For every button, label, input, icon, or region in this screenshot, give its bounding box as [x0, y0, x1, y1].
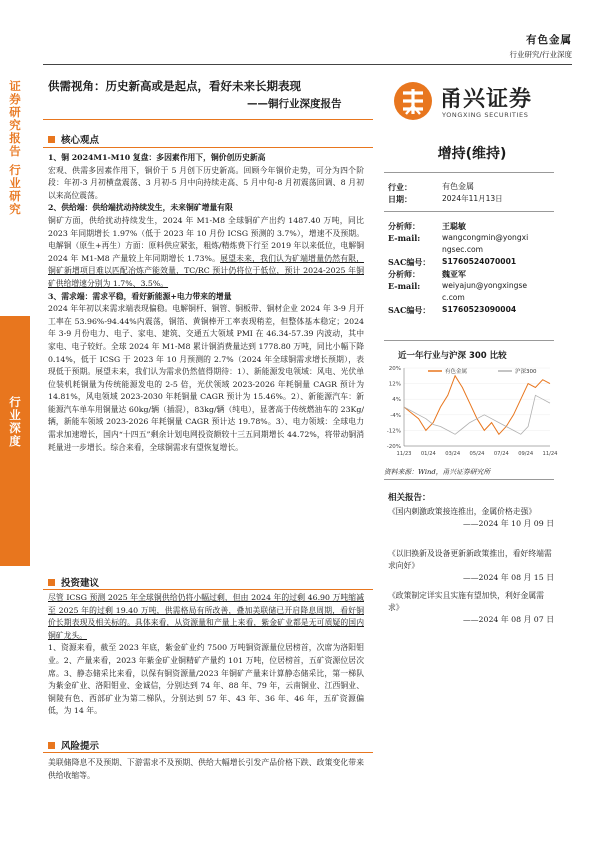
analyst2-name: 魏亚军: [442, 269, 466, 279]
company-logo: [392, 80, 552, 122]
logo-en-text: YONGXING SECURITIES: [442, 111, 529, 119]
analyst2-label: 分析师：: [388, 269, 420, 279]
risk-paragraph: 美联储降息不及预期、下游需求不及预期、供给大幅增长引发产品价格下跌、政策变化带来供给收缩等。: [48, 758, 364, 780]
related-item-title[interactable]: 《政策制定详实且实施有望加快，利好金属需求》: [388, 591, 544, 612]
invest-body: [48, 592, 364, 718]
invest-paragraph-1: 尽管 ICSG 预测 2025 年全球铜供给仍将小幅过剩，但由 2024 年的过剩 46.90 万吨缩减至 2025 年的过剩 19.40 万吨，供需格局有所改善，叠加美联储已开启降息周期，看好铜价长期表现及相关标的。具体来看，从资源量和产量上来看，紫金矿业都是无可质疑的国内铜矿龙头。: [48, 593, 364, 640]
analyst1-name: 王聪敏: [442, 221, 466, 231]
section-core-title: 核心观点: [61, 135, 100, 146]
section-invest-title: 投资建议: [61, 578, 100, 589]
sidebar-orange-band: [0, 316, 30, 566]
section-bullet-icon: [48, 742, 55, 749]
core-paragraph-3: 2024 年年初以来需求端表现偏稳。电解铜杆、铜管、铜板带、铜材企业 2024 年 3-9 月开工率在 53.96%-94.44%内震荡，铜箔、黄铜棒开工率表现稍差，但整体基本稳定；2024 年 3-9 月份电力、电子、家电、建筑、交通五大领域 PMI 在 46.34-57.39 内波动，其中家电、电子较好。全球 2024 年 M1-M8 累计铜消费量达到 1778.80 万吨，同比小幅下降 0.14%，低于 ICSG 于 2023 年 10 月预测的 2.7%（2024 年全球铜需求增长预期），表现低于预期。展望未来，我们认为需求仍然值得期待：1）、新能源发电领域：风电、光伏单位装机耗铜量为传统能源发电的 2-5 倍，光伏领域 2023-2026 年耗铜量 CAGR 预计为 14.81%，风电领域 2023-2030 年耗铜量 CAGR 预计为 15.46%。2）、新能源汽车：新能源汽车单车用铜量达 60kg/辆（插混），83kg/辆（纯电），显著高于传统燃油车的 23Kg/辆，新能车领域 2023-2026 年耗铜量 CAGR 预计达 19.78%。3）、电力领域：全球电力需求加速增长，国内“十四五”剩余计划电网投资额较十三五同期增长 44.72%，将带动铜消耗量进一步增长。综合来看，全球铜需求有望恢复增长。: [48, 304, 364, 452]
report-meta: [388, 181, 554, 205]
sidebar-char: 行: [9, 163, 21, 177]
analyst-info: [388, 220, 554, 316]
core-heading-1: 1、铜 2024M1-M10 复盘：多因素作用下，铜价创历史新高: [48, 153, 266, 162]
header-divider: [43, 64, 572, 65]
comparison-chart: [378, 362, 558, 462]
x-tick-label: 05/24: [469, 451, 485, 457]
section-invest-header: [48, 575, 99, 589]
sidebar-char: 究: [9, 118, 21, 132]
section-bullet-icon: [48, 136, 55, 143]
sidebar-char: 证: [9, 79, 21, 93]
analyst1-label: 分析师：: [388, 221, 420, 231]
legend-label: 沪深300: [515, 369, 537, 375]
section-divider: [43, 589, 373, 590]
sac1-value: S1760524070001: [442, 257, 517, 266]
y-tick-label: 4%: [392, 397, 401, 404]
sidebar-char: 券: [9, 92, 21, 106]
related-item-date: ——2024 年 08 月 15 日: [462, 573, 554, 582]
industry-label: 行业：: [388, 182, 412, 192]
logo-cn-text: 甬兴证券: [440, 87, 533, 112]
sidebar-char: 究: [9, 202, 21, 216]
y-tick-label: -12%: [386, 428, 401, 435]
email2-value[interactable]: weiyajun@yongxingse c.com: [442, 281, 528, 302]
y-tick-label: 12%: [388, 381, 401, 388]
section-risk-header: [48, 738, 99, 752]
sidebar-report-type: [5, 80, 25, 216]
logo-mark-icon: [392, 80, 434, 122]
chart-title: 近一年行业与沪深 300 比较: [398, 351, 507, 361]
email1-label: E-mail:: [388, 233, 421, 243]
industry-value: 有色金属: [442, 182, 474, 191]
x-tick-label: 11/24: [542, 451, 558, 457]
report-title: 供需视角：历史新高或是起点，看好未来长期表现: [48, 79, 301, 93]
header-category: 有色金属: [526, 34, 572, 46]
related-item[interactable]: [388, 548, 554, 584]
y-tick-label: -4%: [390, 412, 401, 419]
right-divider: [384, 340, 554, 341]
related-item-date: ——2024 年 10 月 09 日: [462, 519, 554, 528]
related-item[interactable]: [388, 590, 554, 626]
sidebar-char: 业: [9, 176, 21, 190]
rating-label: 增持(维持): [437, 146, 507, 162]
sidebar-char: 深: [9, 421, 21, 435]
core-heading-2: 2、供给端：供给端扰动持续发生，未来铜矿增量有限: [48, 203, 233, 213]
related-title: 相关报告：: [388, 493, 431, 503]
section-divider: [43, 147, 373, 148]
section-core-header: [48, 132, 99, 146]
y-tick-label: 20%: [388, 366, 401, 372]
sidebar-char: 报: [9, 131, 21, 145]
sidebar-char: 研: [9, 105, 21, 119]
sidebar-char: 度: [9, 434, 21, 448]
section-risk-title: 风险提示: [61, 741, 100, 752]
invest-paragraph-2: 1、资源来看，截至 2023 年底，紫金矿业约 7500 万吨铜资源量位居榜首，次席为洛阳钼业。2、产量来看，2023 年紫金矿业铜精矿产量约 101 万吨，位居榜首，五矿资源位居次席。3、静态储采比来看，以保有铜资源量/2023 年铜矿产量来计算静态储采比，第一梯队为紫金矿业、洛阳钼业、金诚信，分别达到 74 年、88 年、79 年，云南铜业、江西铜业、铜陵有色、西部矿业为第二梯队，分别达到 57 年、43 年、36 年、46 年，五矿资源偏低，为 14 年。: [48, 643, 364, 716]
sidebar-char: 业: [9, 408, 21, 422]
sac1-label: SAC编号：: [388, 257, 431, 267]
x-tick-label: 07/24: [493, 451, 509, 457]
related-item-title[interactable]: 《国内刺激政策接连推出，金属价格走强》: [388, 507, 537, 516]
core-body: [48, 152, 364, 454]
y-tick-label: -20%: [386, 444, 401, 450]
report-subtitle: ——铜行业深度报告: [247, 98, 342, 110]
date-value: 2024年11月13日: [442, 194, 503, 203]
right-divider: [384, 172, 554, 173]
x-tick-label: 11/23: [396, 451, 412, 457]
chart-source: 资料来源：Wind，甬兴证券研究所: [384, 468, 491, 476]
sidebar-char: 告: [9, 144, 21, 158]
related-item[interactable]: [388, 506, 554, 530]
x-tick-label: 01/24: [420, 451, 436, 457]
x-tick-label: 03/24: [445, 451, 461, 457]
date-label: 日期：: [388, 194, 412, 204]
sac2-label: SAC编号：: [388, 305, 431, 315]
core-paragraph-2b: 展望未来，我们认为矿端增量仍然有限，铜矿新增项目难以匹配冶炼产能效量，TC/RC 预计仍将位于低位，预计 2024-2025 年铜矿供给增速分别为 1.7%、3.5%。: [48, 253, 365, 288]
email1-value[interactable]: wangcongmin@yongxi ngsec.com: [442, 233, 529, 254]
legend-label: 有色金属: [445, 369, 468, 375]
related-item-date: ——2024 年 08 月 07 日: [462, 615, 554, 624]
sac2-value: S1760523090004: [442, 305, 517, 314]
section-bullet-icon: [48, 579, 55, 586]
section-divider: [43, 752, 373, 753]
core-heading-3: 3、需求端：需求平稳，看好新能源+电力带来的增量: [48, 291, 232, 301]
sidebar-char: 行: [9, 395, 21, 409]
header-subcategory: 行业研究/行业深度: [509, 50, 572, 59]
right-divider: [384, 211, 554, 212]
sidebar-char: 研: [9, 189, 21, 203]
core-paragraph-1: 宏观、供需多因素作用下，铜价于 5 月创下历史新高。回顾今年铜价走势，可分为四个阶段：年初-3 月初横盘震荡、3 月初-5 月中向持续走高、5 月中旬-8 月初震荡回调、8 月初以来高位震荡。: [48, 165, 364, 200]
core-paragraph-2a: 铜矿方面，供给扰动持续发生，2024 年 M1-M8 全球铜矿产出约 1487.40 万吨，同比 2023 年同期增长 1.97%（低于 2023 年 10 月份 ICSG 预测的 3.7%），增速不及预期。电解铜（原生+再生）方面：原料供应紧张，粗炼/精炼费下行至 2019 年以来低位，电解铜 2024 年 M1-M8 产量较上年同期增长 1.73%。: [48, 215, 364, 263]
title-divider: [43, 119, 373, 120]
x-tick-label: 09/24: [518, 451, 534, 457]
email2-label: E-mail:: [388, 281, 421, 291]
related-item-title[interactable]: 《以旧换新及设备更新新政策推出，看好终端需求向好》: [388, 549, 552, 570]
right-divider: [384, 479, 554, 480]
